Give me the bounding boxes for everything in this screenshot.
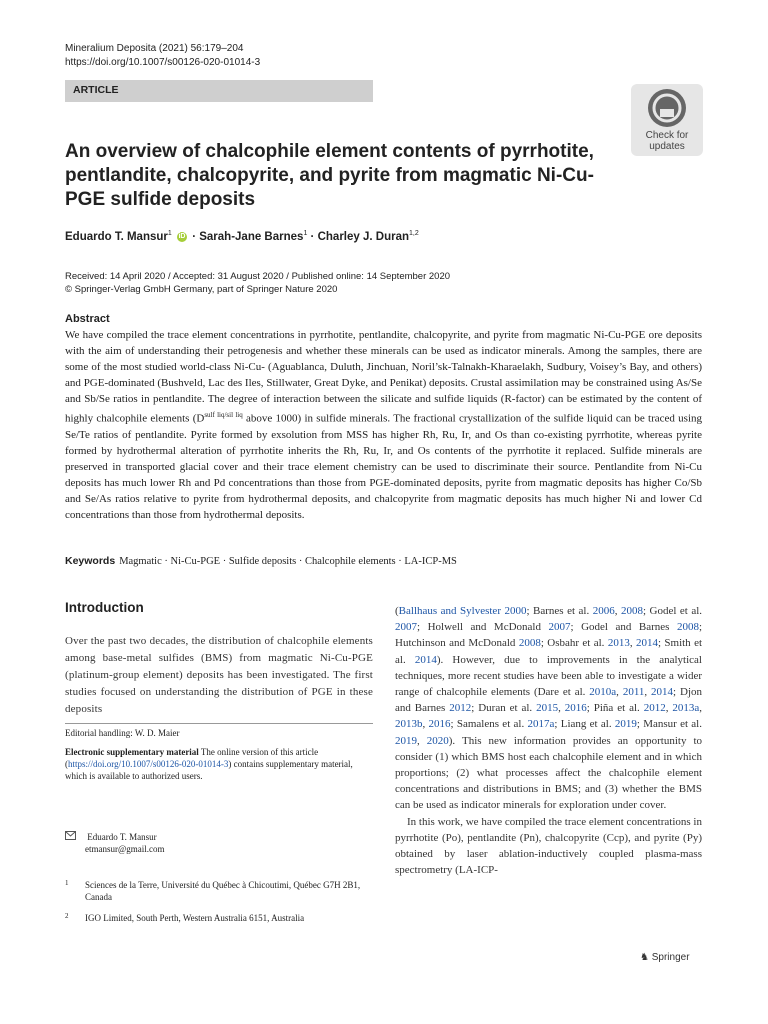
paragraph-text: (: [395, 605, 399, 617]
paragraph-text: ; Godel and Barnes: [570, 621, 677, 634]
paragraph-text: ; Piña et al.: [586, 702, 644, 715]
citation-link[interactable]: 2007: [395, 621, 417, 634]
history-dates: Received: 14 April 2020 / Accepted: 31 August 2020 / Published online: 14 September 2020: [65, 271, 451, 282]
citation-link[interactable]: 2013a: [672, 702, 700, 715]
corresponding-email[interactable]: etmansur@gmail.com: [85, 844, 165, 854]
editorial-handling: Editorial handling: W. D. Maier: [65, 728, 180, 738]
publisher-logo: [640, 952, 690, 963]
springer-horse-icon: ♞: [640, 952, 649, 963]
paragraph-text: ,: [558, 702, 565, 715]
intro-right-column: [395, 603, 702, 878]
paragraph-text: ,: [614, 605, 621, 617]
intro-paragraph-2: In this work, we have compiled the trace element concentrations in pyrrhotite (Po), pentlandite (Pn), chalcopyrite (Ccp), and pyrite (Py) obtained by laser ablation-inductively coupled plasma-mass spectrometry (LA-ICP-: [395, 815, 702, 877]
article-type-label: ARTICLE: [73, 84, 119, 96]
introduction-heading: Introduction: [65, 600, 144, 615]
paragraph-text: ; Liang et al.: [554, 718, 615, 731]
esm-label: Electronic supplementary material: [65, 747, 199, 757]
esm-link[interactable]: https://doi.org/10.1007/s00126-020-01014-3: [68, 759, 229, 769]
citation-link[interactable]: 2013b: [395, 718, 423, 731]
orcid-icon[interactable]: iD: [178, 232, 186, 240]
paragraph-text: ; Godel et al.: [642, 605, 703, 617]
citation-link[interactable]: 2008: [676, 621, 699, 634]
citation-link[interactable]: 2007: [548, 621, 571, 634]
crossmark-icon: [648, 89, 686, 127]
citation-link[interactable]: 2020: [426, 734, 449, 747]
publication-dates: [65, 270, 450, 296]
paragraph-text: ; Duran et al.: [471, 702, 537, 715]
citation-link[interactable]: 2012: [643, 702, 666, 715]
paragraph-text: ,: [422, 718, 429, 731]
footnote-divider: [65, 723, 373, 724]
article-title: An overview of chalcophile element contents of pyrrhotite, pentlandite, chalcopyrite, and pyrite from magmatic Ni-Cu-PGE sulfide deposits: [65, 141, 594, 210]
affiliation-sup: 1,2: [409, 230, 419, 237]
paragraph-text: ,: [629, 637, 636, 650]
citation-link[interactable]: 2014: [651, 686, 674, 699]
abstract-heading: Abstract: [65, 313, 110, 325]
citation-link[interactable]: 2019: [395, 734, 417, 747]
author-separator: ·: [192, 230, 197, 243]
citation-link[interactable]: Ballhaus and Sylvester 2000: [398, 605, 527, 617]
citation-link[interactable]: 2019: [614, 718, 637, 731]
paragraph-text: ,: [699, 702, 702, 715]
envelope-icon[interactable]: [65, 831, 77, 843]
paragraph-text: ; Samalens et al.: [450, 718, 528, 731]
citation-link[interactable]: 2010a: [589, 686, 617, 699]
keywords-list: Magmatic · Ni-Cu-PGE · Sulfide deposits · Chalcophile elements · LA-ICP-MS: [119, 556, 457, 567]
paragraph-text: ,: [665, 702, 673, 715]
abstract-part-b: above 1000) in sulfide minerals. The fractional crystallization of the sulfide liquid can be traced using Se/Te ratios of pentlandite. Pyrite formed by exsolution from MSS has higher Rh, Ru, Ir, and Os than co-existing pyrrhotite, whereas pyrite formed by hydrothermal alteration of pyrrhotite inherits the Rh, Ru, Ir, and Os contents of the pyrrhotite it replaced. Sulfide minerals are preserved in transported glacial cover and their trace element chemistry can be used to discriminate their source. Pentlandite from Ni-Cu deposits has much lower Rh and Pd concentrations than those from PGE-dominated deposits, pyrite from magmatic deposits has higher Co/Sb and Se/As ratios relative to pyrite from hydrothermal deposits, and chalcopyrite from magmatic deposits has much higher Ni and lower Cd concentrations than those from hydrothermal deposits.: [65, 412, 703, 521]
paragraph-text: ; Smith et al.: [395, 637, 703, 666]
paragraph-text: ; Barnes et al.: [526, 605, 593, 617]
paragraph-text: ,: [417, 734, 427, 747]
citation-link[interactable]: 2017a: [527, 718, 555, 731]
affiliation-sup: 1: [303, 230, 308, 237]
abstract-text: [65, 327, 702, 523]
author-list: [65, 230, 419, 243]
affiliation-text: IGO Limited, South Perth, Western Australia 6151, Australia: [85, 913, 305, 923]
intro-left-text: Over the past two decades, the distribution of chalcophile elements among base-metal sulfides (BMS) from magmatic Ni-Cu-PGE (platinum-group element) deposits has been investigated. The first studies focused on understanding the distribution of PGE in these deposits: [65, 635, 373, 715]
article-type-bar: [65, 80, 373, 102]
paragraph-text: ; Hutchinson and McDonald: [395, 621, 702, 650]
paragraph-text: ). However, due to improvements in the analytical techniques, more recent studies have been able to investigate a wider range of chalcophile elements (Dare et al.: [395, 653, 702, 699]
esm-text: ) contains supplementary material, which is available to authorized users.: [65, 759, 353, 781]
citation-link[interactable]: 2016: [428, 718, 451, 731]
journal-header: [65, 42, 260, 70]
doi-link[interactable]: https://doi.org/10.1007/s00126-020-01014-3: [65, 57, 261, 68]
author-name[interactable]: Charley J. Duran: [317, 230, 409, 243]
paragraph-text: ; Osbahr et al.: [540, 637, 608, 650]
citation-link[interactable]: 2015: [536, 702, 559, 715]
citation-link[interactable]: 2011: [622, 686, 645, 699]
citation-link[interactable]: 2014: [635, 637, 658, 650]
affiliation-text: Sciences de la Terre, Université du Québec à Chicoutimi, Québec G7H 2B1, Canada: [85, 880, 361, 902]
author-separator: ·: [310, 230, 315, 243]
citation-link[interactable]: 2006: [592, 605, 615, 617]
corresponding-author: [65, 831, 165, 855]
esm-note: [65, 746, 373, 782]
affiliation-number: 1: [65, 879, 69, 887]
badge-line1: Check for: [645, 130, 689, 141]
abstract-superscript: sulf liq/sil liq: [204, 411, 243, 419]
copyright-line: © Springer-Verlag GmbH Germany, part of Springer Nature 2020: [65, 284, 338, 295]
keywords: [65, 555, 457, 567]
paragraph-text: ). This new information provides an opportunity to consider (1) which BMS host each chalcophile element and in which proportions; (2) what processes affect the chalcophile element concentrations and distributions in BMS; and (3) whether the BMS can be used as indicator minerals for exploration under cover.: [395, 734, 703, 812]
publisher-name: Springer: [651, 952, 690, 963]
citation-link[interactable]: 2014: [414, 653, 437, 666]
esm-text: The online version of this article (: [65, 747, 319, 769]
journal-citation: Mineralium Deposita (2021) 56:179–204: [65, 43, 244, 54]
citation-link[interactable]: 2012: [449, 702, 472, 715]
affiliation-2: [65, 912, 365, 924]
author-name[interactable]: Eduardo T. Mansur: [65, 230, 168, 243]
affiliation-1: [65, 879, 365, 903]
keywords-label: Keywords: [65, 555, 116, 567]
intro-paragraph-1: [395, 603, 702, 814]
paragraph-text: ; Holwell and McDonald: [417, 621, 549, 634]
badge-line2: updates: [649, 141, 685, 152]
paragraph-text: ,: [644, 686, 652, 699]
paragraph-text: ,: [616, 686, 623, 699]
check-for-updates-badge[interactable]: [631, 84, 703, 156]
paragraph-text: ; Djon and Barnes: [395, 686, 702, 715]
affiliation-number: 2: [65, 912, 69, 920]
author-name[interactable]: Sarah-Jane Barnes: [199, 230, 304, 243]
paragraph-text: ; Mansur et al.: [636, 718, 702, 731]
citation-link[interactable]: 2008: [518, 637, 541, 650]
citation-link[interactable]: 2016: [564, 702, 587, 715]
affiliation-sup: 1: [167, 230, 172, 237]
abstract-part-a: We have compiled the trace element concentrations in pyrrhotite, pentlandite, chalcopyrite, and pyrite from magmatic Ni-Cu-PGE ore deposits with the aim of understanding their petrogenesis and whether these minerals can be used as indicator minerals. Among the samples, there are some of the most studied world-class Ni-Cu- (Aguablanca, Duluth, Jinchuan, Noril’sk-Talnakh-Kharaelakh, Sudbury, Voisey’s Bay, and others) and PGE-dominated (Bushveld, Lac des Iles, Stillwater, Great Dyke, and Penikat) deposits. Crustal assimilation may be constrained using As/Se and Sb/Se ratios in pentlandite. The degree of interaction between the silicate and sulfide liquids (R-factor) can be estimated by the content of highly chalcophile elements (D: [65, 329, 702, 425]
citation-link[interactable]: 2008: [620, 605, 643, 617]
corresponding-name: Eduardo T. Mansur: [87, 832, 157, 842]
citation-link[interactable]: 2013: [607, 637, 630, 650]
